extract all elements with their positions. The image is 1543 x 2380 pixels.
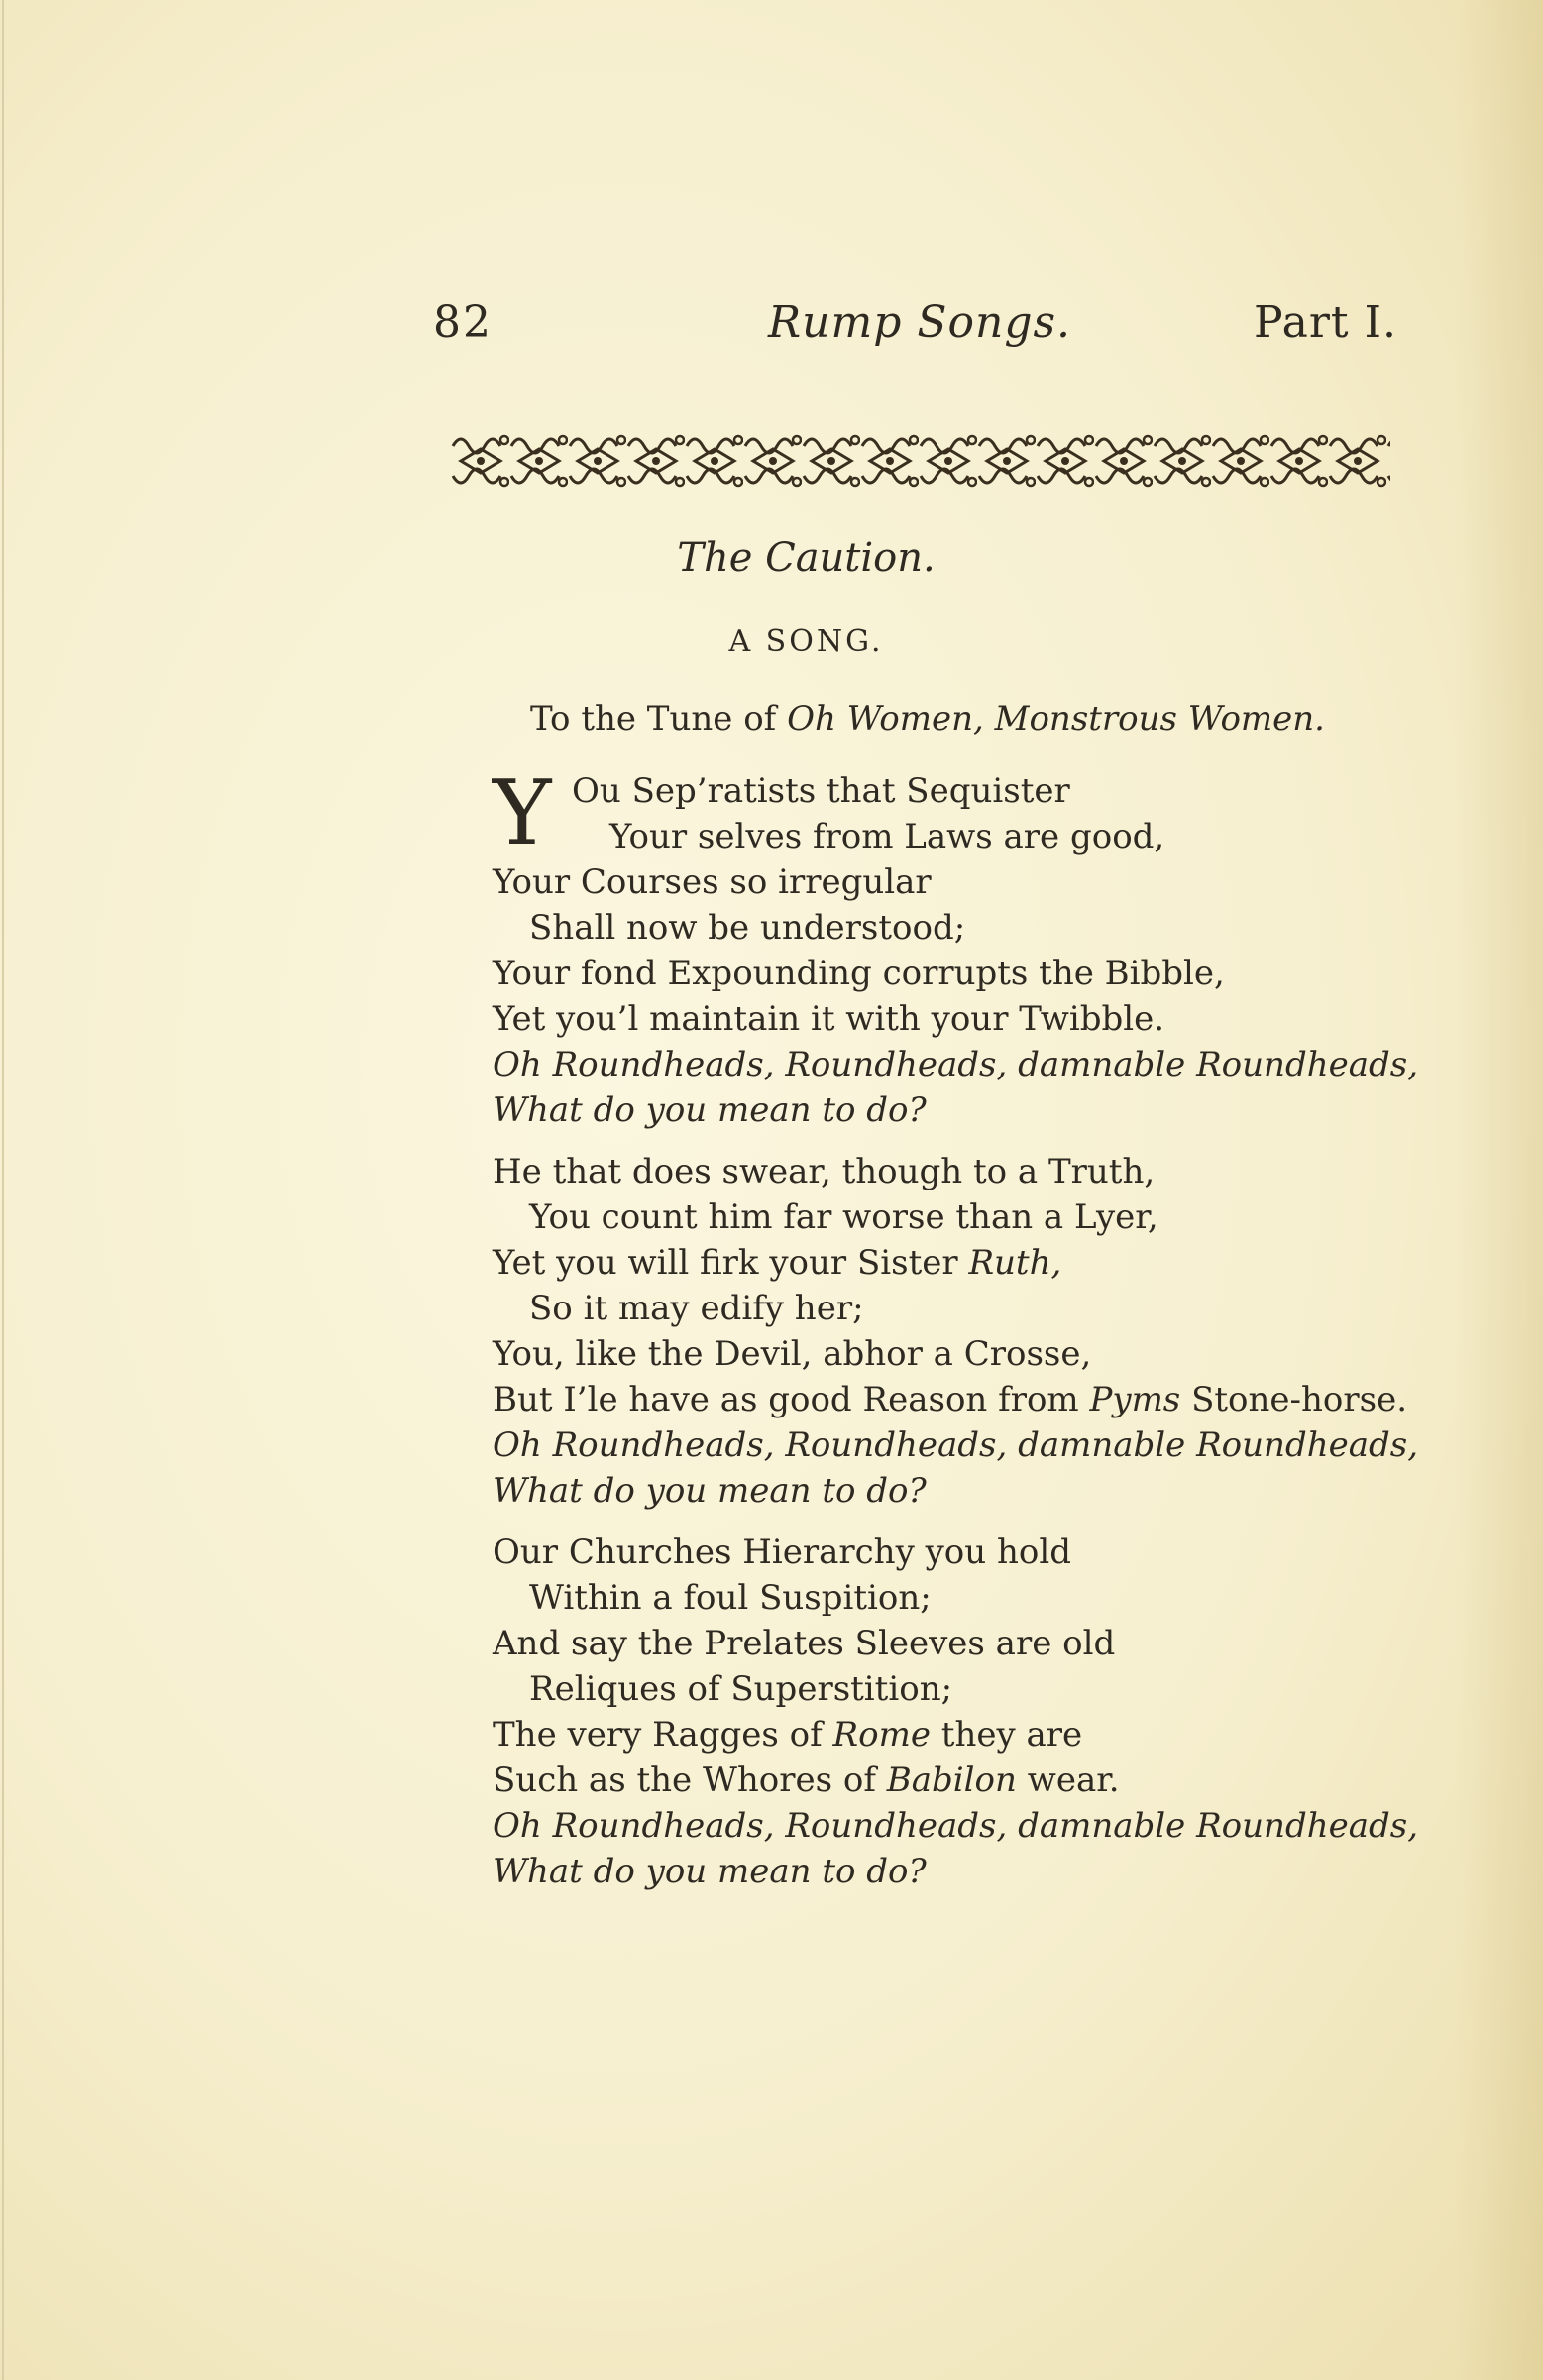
italic-name: Ruth, xyxy=(968,1243,1062,1283)
poem-line xyxy=(493,1377,1444,1422)
poem-line: You, like the Devil, abhor a Crosse, xyxy=(493,1334,1092,1374)
line-text: Stone-horse. xyxy=(1180,1380,1408,1419)
poem-line: He that does swear, though to a Truth, xyxy=(493,1152,1156,1191)
poem-line: Reliques of Superstition; xyxy=(529,1669,953,1709)
song-subtitle: A SONG. xyxy=(728,624,884,659)
poem-line xyxy=(493,1757,1444,1803)
poem-line: And say the Prelates Sleeves are old xyxy=(493,1624,1116,1663)
italic-name: Pyms xyxy=(1089,1380,1181,1419)
running-title: Rump Songs. xyxy=(768,297,1072,348)
poem-line: Shall now be understood; xyxy=(529,908,966,948)
poem-line: Your Courses so irregular xyxy=(493,862,932,902)
line-text: But I’le have as good Reason from xyxy=(493,1380,1090,1419)
page-edge-shade xyxy=(1454,0,1543,2380)
poem-line: Our Churches Hierarchy you hold xyxy=(493,1532,1071,1572)
stanza-1 xyxy=(493,761,1444,1133)
poem-body xyxy=(493,761,1444,1910)
refrain-line: What do you mean to do? xyxy=(493,1090,927,1130)
italic-name: Rome xyxy=(832,1715,931,1755)
refrain-line: Oh Roundheads, Roundheads, damnable Roundheads, xyxy=(493,1425,1419,1465)
page-gutter-edge xyxy=(2,0,4,2380)
poem-line: Your fond Expounding corrupts the Bibble, xyxy=(493,954,1225,993)
refrain-line: What do you mean to do? xyxy=(493,1471,927,1511)
line-text: wear. xyxy=(1016,1760,1120,1800)
line-text: The very Ragges of xyxy=(493,1715,833,1755)
poem-line: Within a foul Suspition; xyxy=(529,1578,932,1618)
drop-cap: Y xyxy=(493,761,552,865)
refrain-line: What do you mean to do? xyxy=(493,1852,927,1891)
part-label: Part I. xyxy=(1254,297,1397,348)
tune-line xyxy=(530,699,1325,738)
line-text: they are xyxy=(930,1715,1083,1755)
tune-prefix: To the Tune of xyxy=(530,699,788,738)
refrain-line: Oh Roundheads, Roundheads, damnable Roundheads, xyxy=(493,1045,1419,1084)
song-title: The Caution. xyxy=(677,535,936,581)
line-text: Such as the Whores of xyxy=(493,1760,887,1800)
poem-line xyxy=(493,1712,1444,1757)
poem-line xyxy=(493,1240,1444,1286)
page-number: 82 xyxy=(433,297,493,348)
poem-line: Ou Sep’ratists that Sequister xyxy=(572,771,1070,811)
poem-line: Your selves from Laws are good, xyxy=(609,817,1165,856)
poem-line: Yet you’l maintain it with your Twibble. xyxy=(493,999,1165,1039)
refrain-line: Oh Roundheads, Roundheads, damnable Roundheads, xyxy=(493,1806,1419,1846)
stanza-3 xyxy=(493,1530,1444,1894)
decorative-ornament-band-icon xyxy=(451,426,1390,496)
poem-line: So it may edify her; xyxy=(529,1289,864,1328)
italic-name: Babilon xyxy=(886,1760,1017,1800)
tune-name: Oh Women, Monstrous Women. xyxy=(787,699,1325,738)
poem-line: You count him far worse than a Lyer, xyxy=(529,1197,1158,1237)
stanza-2 xyxy=(493,1149,1444,1514)
line-text: Yet you will firk your Sister xyxy=(493,1243,969,1283)
running-header xyxy=(0,297,1543,357)
